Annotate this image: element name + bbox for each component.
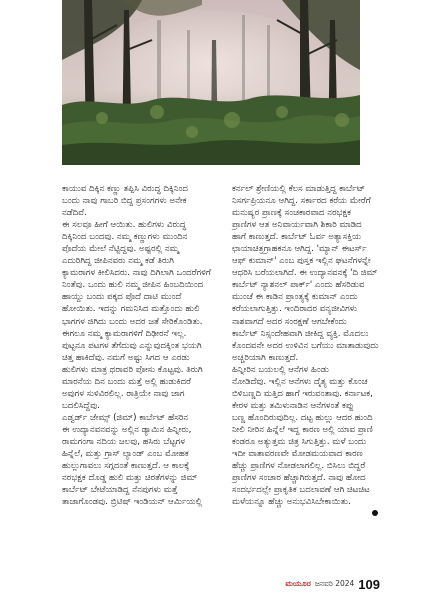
end-of-article-icon [372, 510, 378, 516]
issue-date: ಜನವರಿ 2024 [314, 579, 355, 588]
article-column-left: ಕಾಯುವ ದಿಕ್ಕಿನ ಕಣ್ಣು ತಪ್ಪಿಸಿ ವಿರುದ್ಧ ದಿಕ್ಕಿನಿಂದ ಬಂದು ನಾವು ಗಾಬರಿ ಬಿದ್ದ ಪ್ರಸಂಗಗಳು ಅನೇಕ ನಡೆದಿವೆ. ಈ ಸಲವೂ ಹೀಗೆ ಆಯಿತು. ಹುಲಿಗಳು ವಿರುದ್ಧ ದಿಕ್ಕಿನಿಂದ ಬಂದವು. ನಮ್ಮ ಕಣ್ಣುಗಳು ಮುಂದಿನ ಪೊದೆಯ ಮೇಲೆ ನೆಟ್ಟಿದ್ದವು. ಅಷ್ಟರಲ್ಲಿ ನಮ್ಮ ಎದುರಿಗಿದ್ದ ಜೀಪಿನವರು ನಮ್ಮ ಕಡೆ ತಿರುಗಿ ಕ್ಯಾಮರಾಗಳ ಕೀಲಿಸಿದರು. ನಾವು ದಿಗಿಲಾಗಿ ಒಂದರೆಗಳಿಗೆ ನಿಂತೆವು. ಒಂದು ಹುಲಿ ನಮ್ಮ ಜೀಪಿನ ಹಿಂಬದಿಯಿಂದ ಹಾಯ್ದು ಬಂದು ಪಕ್ಕದ ಪೊದೆ ದಾಟಿ ಮುಂದೆ ಹೋಯಿತು. ಇದನ್ನು ಗಮನಿಸಿದ ಮತ್ತೊಂದು ಹುಲಿ ಭಾಗಗಳ ಜಿಗಿದು ಬಂದು ಅದರ ಜತೆ ಸೇರಿಕೊಂಡಿತು. ಈಗಲೂ ನಮ್ಮ ಕ್ಯಾಮರಾಗಳಿಗೆ ದಿಢೀರನೆ ಇಲ್ಲ. ಪುಟ್ಟನೂ ಪಟಗಳ ತೆಗೆದುವು ಎನ್ನುವುದಕ್ಕಿಂತ ಭಯಗಿ ಚಿತ್ತ ಹಾಕಿದೆವು. ನಮಗೆ ಅಷ್ಟು ಸಿಗದ ಆ ಎರಡು ಹುಲಿಗಳು ಮಾತ್ರ ಥರಾವರಿ ಪೋಸು ಕೊಟ್ಟವು. ತಿರುಗಿ ಮಾರನೆಯ ದಿನ ಬಂದು ಮತ್ತೆ ಅಲ್ಲಿ ಹುಡುಕಿದರೆ ಅವುಗಳ ಸುಳಿವಿರಲಿಲ್ಲ. ರಾತ್ರಿಯೇ ನಾವು ಜಾಗ ಬದಲಿಸಿದ್ದೆವು. ಎಡ್ವರ್ಡ್ ಜೇಮ್ಸ್ (ಜಿಮ್) ಕಾರ್ಬೆಟ್ ಹೆಸರಿನ ಈ ಉದ್ಯಾನವನವನ್ನು ಅಲ್ಲಿನ ಡ್ಯಾಮಿನ ಹಿನ್ನೀರು, ರಾಮಗಂಗಾ ನದಿಯ ಜಲವು, ಹಸಿರು ಬೆಟ್ಟಗಳ ಹಿನ್ನೆಲೆ, ಮತ್ತು ಗ್ರಾಸ್ ಲ್ಯಾಂಡ್ ಎಂಬ ಮೋಹಕ ಹುಲ್ಲುಗಾವಲು ಸಗ್ಗದಂತೆ ಕಾಣುತ್ತದೆ. ಆ ಕಾಲಕ್ಕೆ ನರಭಕ್ಷಕ ದೊಡ್ಡ ಹುಲಿ ಮತ್ತು ಚಿರತೆಗಳನ್ನು ಜಿಮ್ ಕಾರ್ಬೆಟ್ ಬೇಟೆಯಾಡಿದ್ದ ನೆನಪುಗಳು ಮತ್ತೆ ತಾಜಾಗೊಂಡವು. ಬ್ರಿಟಿಷ್ ಇಂಡಿಯನ್ ಆರ್ಮಿಯಲ್ಲಿ [62, 184, 211, 508]
page-number: 109 [358, 576, 380, 592]
forest-photo-illustration [62, 0, 360, 165]
page-footer [232, 577, 380, 591]
article-column-right: ಕರ್ನಲ್ ಶ್ರೇಣಿಯಲ್ಲಿ ಕೆಲಸ ಮಾಡುತ್ತಿದ್ದ ಕಾರ್ಬೆಟ್ ನಿಸರ್ಗಪ್ರಿಯನೂ ಆಗಿದ್ದ. ಸರ್ಕಾರದ ಕರೆಯ ಮೇರೆಗೆ ಮನುಷ್ಯರ ಪ್ರಾಣಕ್ಕೆ ಸಂಚಕಾರವಾದ ನರಭಕ್ಷಕ ಪ್ರಾಣಿಗಳ ಆತ ಅನಿವಾರ್ಯವಾಗಿ ಶಿಕಾರಿ ಮಾಡಿದ ಹಾಗೆ ಕಾಣುತ್ತದೆ. ಕಾರ್ಬೆಟ್ ಓರ್ವ ಅತ್ಯಾಸಕ್ತಿಯ ಛಾಯಾಚಿತ್ರಗ್ರಾಹಕನೂ ಆಗಿದ್ದ. 'ಮ್ಯಾನ್ ಈಟರ್ಸ್ ಆಫ್ ಕುಮಾನ್' ಎಂಬ ಪುಸ್ತಕ ಇಲ್ಲಿನ ಘಟನೆಗಳನ್ನೇ ಆಧರಿಸಿ ಬರೆಯಲಾಗಿದೆ. ಈ ಉದ್ಯಾನವನಕ್ಕೆ 'ದಿ ಜಿಮ್ ಕಾರ್ಬೆಟ್ ನ್ಯಾಶನಲ್ ಪಾರ್ಕ್' ಎಂದು ಹೆಸರಿಡುವ ಮುಂಚೆ ಈ ಕಾಡಿನ ಪ್ರಾಂತ್ಯಕ್ಕೆ ಕುಮಾನ್ ಎಂದು ಕರೆಯಲಾಗುತ್ತಿತ್ತು. ಇಂದಿರಾದರ ವನ್ಯಜೀವಿಗಳು ನಾಶವಾಗದೆ ಅದರ ಸಂರಕ್ಷಣೆ ಆಗಬೇಕೆಂದು ಕಾರ್ಬೆಟ್ ನಿಸ್ಸಂದೇಹವಾಗಿ ಜೀಕಿದ್ದ ವ್ಯಕ್ತಿ. ಮೊದಲು ಕೊಂದವನೇ ಅದರ ಉಳಿವಿನ ಬಗೆಯು ಮಾತಾಡುವುದು ಅಚ್ಚರಿಯಾಗಿ ಕಾಣುತ್ತದೆ. ಹಿನ್ನೀರಿನ ಬಯಲಲ್ಲಿ ಆನೆಗಳ ಹಿಂಡು ನೋಡಿದೆವು. ಇಲ್ಲಿನ ಆನೆಗಳು ದೈತ್ಯ ಮತ್ತು ಕೊಂಚ ಬಿಳಿಬಣ್ಣದಿ ಮತ್ತಿದ ಹಾಗೆ ಇರುವಂತಾವು. ಕರ್ನಾಟಕ, ಕೇರಳ ಮತ್ತು ತಮಿಳುನಾಡಿನ ಆನೆಗಳಂತೆ ಕಪ್ಪು ಬಣ್ಣ ಹೊಂದಿರುವುದಿಲ್ಲ. ದಟ್ಟ ಹುಲ್ಲು ಆದರ ಹುಂದಿ ನೀಲಿ ನೀರಿನ ಹಿನ್ನೆಲೆ ಇದ್ದ ಕಾರಣ ಅಲ್ಲಿ ಯಾವ ಪ್ರಾಣಿ ಕಂಡರೂ ಅತ್ಯುತ್ತಮ ಚಿತ್ರ ಸಿಗುತ್ತಿತ್ತು. ಮಳೆ ಬಂದು ಇದೀ ವಾತಾವರಣವೇ ಮೋಡಮಯವಾದ ಕಾರಣ ಹೆಚ್ಚು ಪ್ರಾಣಿಗಳ ನೋಡಲಾಗಲಿಲ್ಲ. ಬಿಸಿಲು ಬಿದ್ದರೆ ಪ್ರಾಣಿಗಳ ಸಂಚಾರ ಹೆಚ್ಚಾಗಿರುತ್ತದೆ. ನಾವು ಹೋದ ಸಂದರ್ಭದಲ್ಲೇ ಪ್ರಾಕೃತಿಕ ಬದಲಾವಣೆ ಆಗಿ ಚಿಟಚಿಟ ಮಳೆಯನ್ನೂ ಹೆಚ್ಚು ಅನುಭವಿಸಿಬೇಕಾಯಿತು. [232, 184, 379, 508]
magazine-name: ಮಯೂರ [285, 579, 311, 588]
forest-photo [62, 0, 360, 165]
